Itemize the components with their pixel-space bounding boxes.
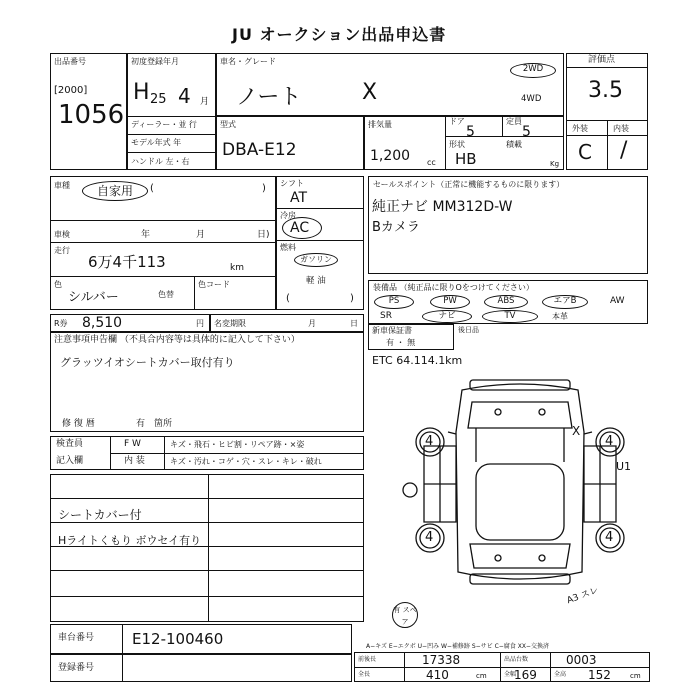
equipment-label: 装備品 （純正品に限りOをつけてください） (373, 283, 534, 292)
recycle-box (50, 314, 210, 332)
equip-abs: ABS (484, 295, 528, 309)
inspection-label: 車検 (54, 230, 70, 239)
shape-label: 形状 (449, 140, 465, 149)
registration-month-unit: 月 (200, 97, 210, 107)
repair-label: 修 復 暦 (62, 419, 95, 429)
lot-prefix: [2000] (54, 85, 88, 96)
drive-2wd: 2WD (510, 63, 556, 78)
equip-sr: SR (380, 311, 392, 321)
displacement-value: 1,200 (370, 148, 411, 164)
diagram-mark-fr: 4 (605, 434, 614, 449)
dims-row1-label: 前後長 (358, 656, 377, 663)
capacity-value: 5 (522, 124, 531, 140)
warranty-values: 有 ・ 無 (386, 338, 416, 347)
diagram-u1: U1 (616, 460, 632, 473)
equip-ps: PS (374, 295, 414, 309)
equip-leather: 本革 (552, 312, 568, 321)
dims-height-label: 全高 (554, 671, 567, 678)
diagram-xx: X (572, 424, 581, 438)
lot-number: 1056 (58, 100, 125, 130)
dims-row1-label2: 出品台数 (504, 656, 529, 663)
grade-exterior: C (578, 140, 592, 164)
lot-label: 出品番号 (54, 57, 86, 66)
recycle-value: 8,510 (82, 315, 123, 331)
grade-score: 3.5 (588, 78, 623, 103)
transfer-month-unit: 月 (308, 319, 316, 328)
register-box (50, 654, 352, 682)
entry-label: 記入欄 (56, 456, 84, 466)
model-year-label: モデル年式 年 (131, 138, 182, 147)
sales-point-line1: 純正ナビ MM312D-W (372, 199, 513, 215)
doors-label: ドア (449, 117, 465, 126)
equip-tv: TV (482, 310, 538, 323)
chassis-value: E12-100460 (132, 630, 224, 648)
color-change-label: 色替 (158, 290, 174, 299)
repair-has: 有 (136, 419, 146, 429)
grade-interior: / (620, 138, 628, 163)
dims-row1-value: 17338 (422, 653, 461, 667)
dims-width: 169 (514, 668, 537, 682)
dims-length: 410 (426, 668, 449, 682)
form-title: JU オークション出品申込書 (232, 25, 447, 44)
check-fw: F W (124, 439, 141, 449)
notes-label: 注意事項申告欄 （不具合内容等は具体的に記入して下さい） (54, 335, 300, 345)
spare-stamp: 有 スペア (392, 602, 418, 628)
shift-value: AT (290, 190, 308, 206)
capacity-label: 定員 (506, 117, 522, 126)
shift-label: シフト (280, 179, 304, 188)
check-fw-items: キズ・飛石・ヒビ割・リペア跡・×姿 (170, 440, 305, 449)
color-value: シルバー (68, 290, 119, 305)
register-label: 登録番号 (58, 663, 95, 673)
fuel-gasoline: ガソリン (294, 253, 338, 267)
grade-score-label: 評価点 (588, 55, 616, 65)
recycle-label: R券 (54, 319, 68, 328)
diagram-a3: A3 スレ (565, 585, 600, 607)
dims-height-unit: cm (630, 672, 641, 680)
mileage-label: 走行 (54, 246, 70, 255)
displacement-label: 排気量 (368, 120, 392, 129)
check-interior: 内 装 (124, 456, 145, 466)
equip-navi: ナビ (422, 310, 472, 323)
use-value: 自家用 (82, 181, 148, 201)
mileage-unit: km (230, 263, 244, 273)
warranty-label: 新車保証書 (372, 326, 412, 335)
transfer-label: 名変期限 (214, 319, 246, 328)
diagram-mark-rl: 4 (425, 530, 434, 545)
notes-value: グラッツイオシートカバー取付有り (60, 356, 235, 369)
color-code-label: 色コード (198, 280, 230, 289)
fuel-paren-close: ) (350, 293, 354, 304)
notes-box (50, 332, 364, 432)
load-unit: Kg (550, 160, 560, 168)
equip-pw: PW (430, 295, 470, 309)
remarks-line2: Hライトくもり ボウセイ有り (58, 534, 202, 547)
inspection-year-unit: 年 (141, 230, 151, 240)
transfer-day-unit: 日 (350, 319, 358, 328)
dims-width-label: 全幅 (504, 671, 517, 678)
car-name-label: 車名・グレード (220, 57, 276, 66)
dims-length-unit: cm (476, 672, 487, 680)
repair-loc: 箇所 (154, 419, 173, 429)
fuel-paren-open: ( (286, 293, 290, 304)
exterior-label: 外装 (572, 124, 588, 133)
car-diagram (400, 372, 640, 612)
color-label: 色 (54, 280, 62, 289)
dims-length-label: 全長 (358, 671, 371, 678)
model-label: 型式 (220, 120, 236, 129)
handle-label: ハンドル 左・右 (131, 157, 190, 166)
drive-4wd: 4WD (521, 94, 542, 104)
use-label: 車種 (54, 181, 70, 190)
aftermarket-value: ETC 64.114.1km (372, 354, 463, 367)
shape-value: HB (455, 150, 477, 168)
diagram-mark-fl: 4 (425, 434, 434, 449)
inspector-label: 検査員 (56, 439, 84, 449)
remarks-line1: シートカバー付 (58, 508, 142, 522)
dims-row1-value2: 0003 (566, 653, 597, 667)
sales-point-label: セールスポイント（正常に機能するものに限ります） (373, 180, 565, 189)
equip-aw: AW (610, 296, 625, 306)
car-name: ノート (236, 85, 302, 110)
legend-text: A−キズ E−エクボ U−凹み W−補修跡 S−サビ C−腐食 XX−交換済 (366, 643, 549, 650)
remarks-box (50, 474, 364, 622)
recycle-unit: 円 (196, 319, 204, 328)
dealer-label: ディーラー・並 行 (131, 120, 197, 129)
equip-airbag: エアB (542, 295, 588, 309)
registration-label: 初度登録年月 (131, 57, 179, 66)
use-paren-close: ) (262, 183, 266, 194)
car-grade: X (362, 80, 378, 105)
load-label: 積載 (506, 140, 522, 149)
sales-point-line2: Bカメラ (372, 220, 420, 235)
ac-value: AC (290, 220, 310, 236)
interior-label: 内装 (613, 124, 629, 133)
use-paren-open: ( (150, 183, 154, 194)
registration-year: 25 (150, 92, 167, 107)
check-interior-items: キズ・汚れ・コゲ・穴・スレ・キレ・破れ (170, 457, 322, 466)
model-code: DBA-E12 (222, 140, 297, 160)
registration-month: 4 (178, 84, 191, 108)
fuel-diesel: 軽 油 (306, 276, 326, 286)
dims-height: 152 (588, 668, 611, 682)
diagram-mark-rr: 4 (605, 530, 614, 545)
ac-circle (282, 217, 322, 239)
ac-label: 冷房 (280, 211, 296, 220)
fuel-label: 燃料 (280, 243, 296, 252)
inspection-month-unit: 月 (196, 230, 206, 240)
inspection-day-unit: 日) (257, 230, 270, 240)
mileage-value: 6万4千113 (88, 253, 166, 271)
registration-era: H (133, 80, 150, 105)
displacement-unit: cc (427, 158, 436, 167)
aftermarket-label: 後日品 (458, 326, 479, 334)
chassis-label: 車台番号 (58, 633, 95, 643)
doors-value: 5 (466, 124, 475, 140)
